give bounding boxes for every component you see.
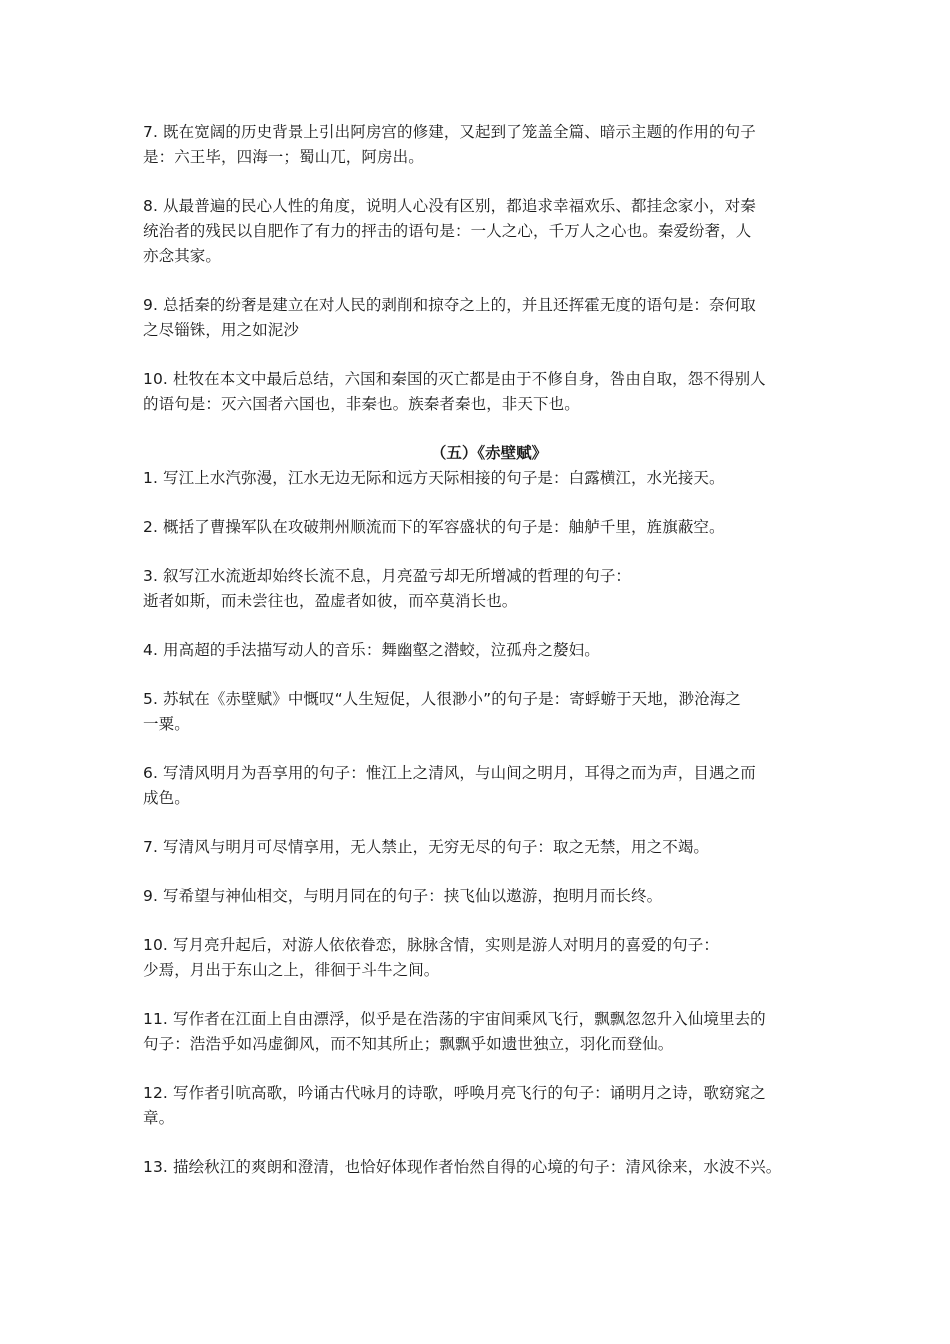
text-line: 4. 用高超的手法描写动人的音乐：舞幽壑之潜蛟，泣孤舟之嫠妇。 (143, 641, 600, 659)
paragraph-item-10b (143, 933, 815, 983)
text-line: 1. 写江上水汽弥漫，江水无边无际和远方天际相接的句子是：白露横江，水光接天。 (143, 469, 725, 487)
paragraph-item-3 (143, 564, 815, 614)
text-line: 是：六王毕，四海一；蜀山兀，阿房出。 (143, 148, 424, 166)
text-line: 的语句是：灭六国者六国也，非秦也。族秦者秦也，非天下也。 (143, 395, 580, 413)
paragraph-item-13 (143, 1155, 815, 1180)
paragraph-item-5 (143, 687, 815, 737)
document-page (143, 120, 815, 1180)
text-line: 10. 写月亮升起后，对游人依依眷恋，脉脉含情，实则是游人对明月的喜爱的句子： (143, 936, 719, 954)
text-line: 3. 叙写江水流逝却始终长流不息，月亮盈亏却无所增减的哲理的句子： (143, 567, 632, 585)
text-line: 2. 概括了曹操军队在攻破荆州顺流而下的军容盛状的句子是：舳舻千里，旌旗蔽空。 (143, 518, 725, 536)
text-line: 9. 写希望与神仙相交，与明月同在的句子：挟飞仙以遨游，抱明月而长终。 (143, 887, 663, 905)
paragraph-item-1 (143, 466, 815, 491)
text-line: 7. 写清风与明月可尽情享用，无人禁止，无穷无尽的句子：取之无禁，用之不竭。 (143, 838, 710, 856)
text-line: 章。 (143, 1109, 175, 1127)
text-line: 11. 写作者在江面上自由漂浮，似乎是在浩荡的宇宙间乘风飞行，飘飘忽忽升入仙境里去的 (143, 1010, 766, 1028)
paragraph-item-7b (143, 835, 815, 860)
text-line: 8. 从最普遍的民心人性的角度，说明人心没有区别，都追求幸福欢乐、都挂念家小，对秦 (143, 197, 756, 215)
text-line: 7. 既在宽阔的历史背景上引出阿房宫的修建，又起到了笼盖全篇、暗示主题的作用的句子 (143, 123, 756, 141)
text-line: 13. 描绘秋江的爽朗和澄清，也恰好体现作者怡然自得的心境的句子：清风徐来，水波不兴。 (143, 1158, 782, 1176)
paragraph-item-2 (143, 515, 815, 540)
text-line: 9. 总括秦的纷奢是建立在对人民的剥削和掠夺之上的，并且还挥霍无度的语句是：奈何取 (143, 296, 756, 314)
text-line: 亦念其家。 (143, 247, 222, 265)
paragraph-item-4 (143, 638, 815, 663)
paragraph-item-8 (143, 194, 815, 269)
text-line: 逝者如斯，而未尝往也，盈虚者如彼，而卒莫消长也。 (143, 592, 518, 610)
text-line: 统治者的残民以自肥作了有力的抨击的语句是：一人之心，千万人之心也。秦爱纷奢，人 (143, 222, 752, 240)
paragraph-item-11 (143, 1007, 815, 1057)
text-line: 成色。 (143, 789, 190, 807)
paragraph-item-9 (143, 293, 815, 343)
paragraph-item-12 (143, 1081, 815, 1131)
paragraph-item-10 (143, 367, 815, 417)
paragraph-item-7 (143, 120, 815, 170)
text-line: 12. 写作者引吭高歌，吟诵古代咏月的诗歌，呼唤月亮飞行的句子：诵明月之诗，歌窈窕之 (143, 1084, 766, 1102)
text-line: 少焉，月出于东山之上，徘徊于斗牛之间。 (143, 961, 440, 979)
text-line: 之尽锱铢，用之如泥沙 (143, 321, 300, 339)
text-line: 6. 写清风明月为吾享用的句子：惟江上之清风，与山间之明月，耳得之而为声，目遇之而 (143, 764, 756, 782)
text-line: 句子：浩浩乎如冯虚御风，而不知其所止；飘飘乎如遗世独立，羽化而登仙。 (143, 1035, 674, 1053)
paragraph-item-6 (143, 761, 815, 811)
text-line: 5. 苏轼在《赤壁赋》中慨叹“人生短促，人很渺小”的句子是：寄蜉蝣于天地，渺沧海之 (143, 690, 741, 708)
paragraph-item-9b (143, 884, 815, 909)
text-line: 10. 杜牧在本文中最后总结，六国和秦国的灭亡都是由于不修自身，咎由自取，怨不得别人 (143, 370, 766, 388)
text-line: 一粟。 (143, 715, 190, 733)
section-heading: （五）《赤壁赋》 (430, 444, 548, 462)
